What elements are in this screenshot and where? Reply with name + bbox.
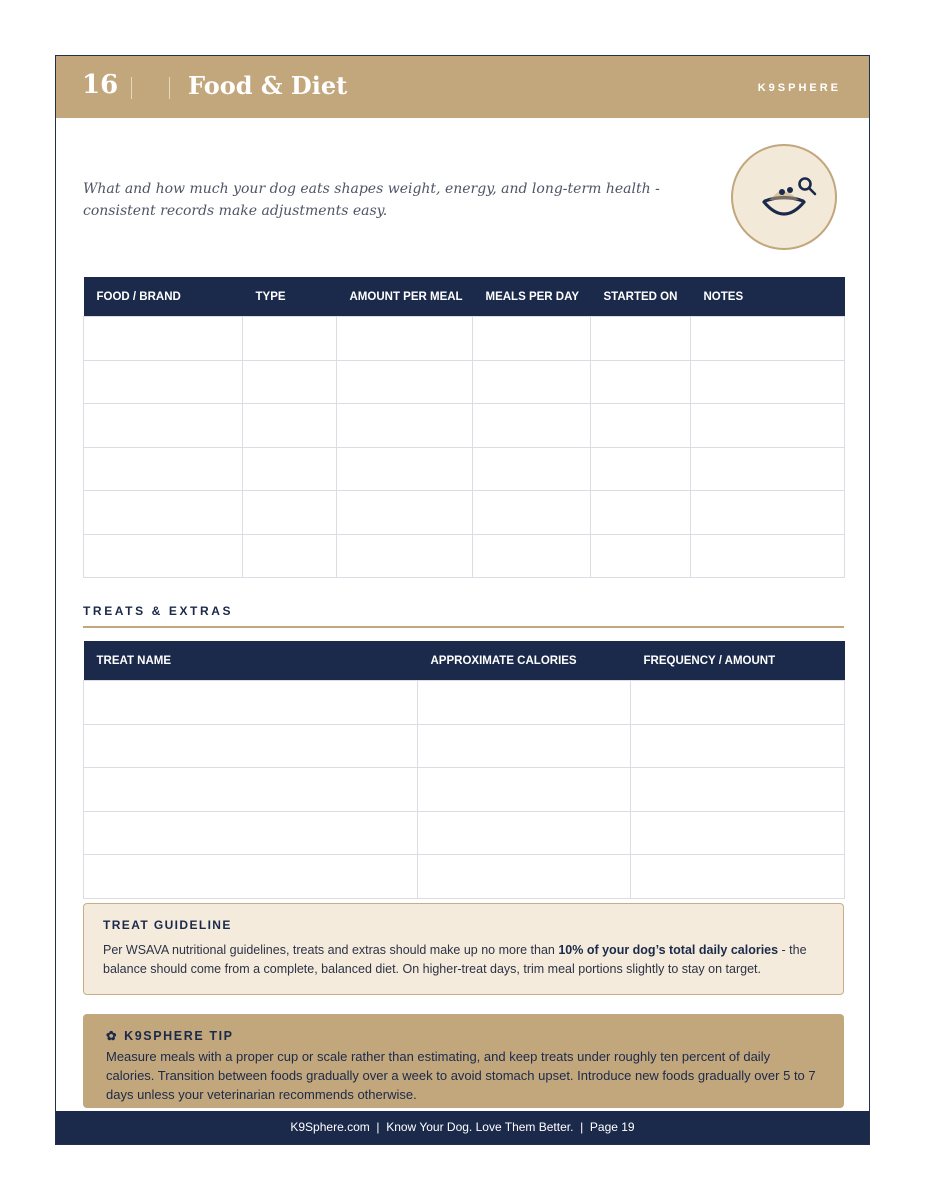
food-log-cell[interactable] <box>473 491 591 535</box>
food-log-cell[interactable] <box>243 317 337 361</box>
column-header-amount-per-meal: AMOUNT PER MEAL <box>337 277 473 317</box>
treat-log-cell[interactable] <box>418 855 631 899</box>
food-log-cell[interactable] <box>84 360 243 404</box>
food-log-cell[interactable] <box>591 317 691 361</box>
guideline-text-end: - the balance should come from a complete, balanced diet. On higher-treat days, trim meal portions slightly to stay on target. <box>103 943 807 976</box>
column-header-food-brand: FOOD / BRAND <box>84 277 243 317</box>
food-log-cell[interactable] <box>591 447 691 491</box>
food-log-cell[interactable] <box>243 447 337 491</box>
treat-log-cell[interactable] <box>631 811 845 855</box>
treat-log-cell[interactable] <box>631 724 845 768</box>
header-divider <box>131 77 132 99</box>
food-log-row <box>84 534 845 578</box>
food-log-cell[interactable] <box>337 404 473 448</box>
food-log-cell[interactable] <box>691 404 845 448</box>
treat-log-cell[interactable] <box>418 724 631 768</box>
food-log-cell[interactable] <box>243 360 337 404</box>
food-log-cell[interactable] <box>473 447 591 491</box>
food-log-row <box>84 360 845 404</box>
treats-table <box>83 641 845 899</box>
guideline-text-highlight: 10% of your dog’s total daily calories <box>558 943 779 957</box>
treat-log-cell[interactable] <box>418 811 631 855</box>
tip-box <box>83 1014 844 1108</box>
tip-title-row <box>106 1028 821 1043</box>
section-divider <box>83 626 844 628</box>
treat-log-cell[interactable] <box>631 855 845 899</box>
column-header-type: TYPE <box>243 277 337 317</box>
column-header-approximate-calories: APPROXIMATE CALORIES <box>418 641 631 681</box>
flower-icon: ✿ <box>106 1029 119 1043</box>
column-header-treat-name: TREAT NAME <box>84 641 418 681</box>
food-log-cell[interactable] <box>243 491 337 535</box>
treat-guideline-box <box>83 903 844 995</box>
food-log-cell[interactable] <box>337 317 473 361</box>
food-log-cell[interactable] <box>691 534 845 578</box>
food-log-cell[interactable] <box>84 491 243 535</box>
table-header-row <box>84 641 845 681</box>
food-log-cell[interactable] <box>337 360 473 404</box>
food-log-cell[interactable] <box>337 447 473 491</box>
food-log-cell[interactable] <box>691 491 845 535</box>
food-log-cell[interactable] <box>591 404 691 448</box>
food-log-cell[interactable] <box>473 404 591 448</box>
food-log-cell[interactable] <box>691 317 845 361</box>
treat-log-cell[interactable] <box>84 768 418 812</box>
food-log-cell[interactable] <box>84 404 243 448</box>
tip-text: Measure meals with a proper cup or scale rather than estimating, and keep treats under roughly ten percent of daily calories. Transition between foods gradually over a week to avoid stomach upset. Introduce new foods gradually over 5 to 7 days unless your veterinarian recommends otherwise. <box>106 1049 816 1102</box>
treat-log-cell[interactable] <box>631 681 845 725</box>
food-table-body <box>84 317 845 578</box>
chapter-number: 16 <box>82 70 119 100</box>
food-log-cell[interactable] <box>691 360 845 404</box>
page-footer: K9Sphere.com | Know Your Dog. Love Them Better. | Page 19 <box>56 1111 869 1144</box>
food-log-cell[interactable] <box>591 360 691 404</box>
treats-table-body <box>84 681 845 899</box>
guideline-text-start: Per WSAVA nutritional guidelines, treats and extras should make up no more than <box>103 943 559 957</box>
food-log-cell[interactable] <box>473 360 591 404</box>
intro-text: What and how much your dog eats shapes weight, energy, and long-term health - consistent records make adjustments easy. <box>83 181 660 219</box>
tip-title: K9SPHERE TIP <box>124 1029 234 1043</box>
food-log-cell[interactable] <box>84 317 243 361</box>
food-log-cell[interactable] <box>337 491 473 535</box>
page-header <box>56 56 869 118</box>
section-label-treats: TREATS & EXTRAS <box>83 604 234 618</box>
treat-log-cell[interactable] <box>418 768 631 812</box>
food-log-row <box>84 491 845 535</box>
chapter-title: Food & Diet <box>188 71 348 100</box>
column-header-frequency-amount: FREQUENCY / AMOUNT <box>631 641 845 681</box>
food-log-table <box>83 277 845 578</box>
treat-log-row <box>84 811 845 855</box>
food-log-row <box>84 404 845 448</box>
food-log-cell[interactable] <box>591 491 691 535</box>
food-log-cell[interactable] <box>691 447 845 491</box>
food-log-cell[interactable] <box>84 534 243 578</box>
food-log-row <box>84 317 845 361</box>
treat-log-cell[interactable] <box>631 768 845 812</box>
column-header-started-on: STARTED ON <box>591 277 691 317</box>
food-log-cell[interactable] <box>591 534 691 578</box>
food-log-cell[interactable] <box>243 534 337 578</box>
guideline-title: TREAT GUIDELINE <box>103 918 232 932</box>
treat-log-cell[interactable] <box>84 681 418 725</box>
food-log-row <box>84 447 845 491</box>
treat-log-row <box>84 768 845 812</box>
column-header-notes: NOTES <box>691 277 845 317</box>
food-log-cell[interactable] <box>337 534 473 578</box>
treat-log-cell[interactable] <box>84 811 418 855</box>
treat-log-row <box>84 681 845 725</box>
treat-log-cell[interactable] <box>418 681 631 725</box>
header-divider <box>169 77 170 99</box>
guideline-text <box>103 941 824 979</box>
food-log-cell[interactable] <box>473 317 591 361</box>
treat-log-row <box>84 855 845 899</box>
food-log-cell[interactable] <box>84 447 243 491</box>
treat-log-cell[interactable] <box>84 855 418 899</box>
food-log-cell[interactable] <box>243 404 337 448</box>
treat-log-cell[interactable] <box>84 724 418 768</box>
table-header-row <box>84 277 845 317</box>
food-bowl-icon <box>731 144 837 250</box>
treat-log-row <box>84 724 845 768</box>
food-log-cell[interactable] <box>473 534 591 578</box>
brand-label: K9SPHERE <box>757 82 841 94</box>
workbook-page <box>55 55 870 1145</box>
column-header-meals-per-day: MEALS PER DAY <box>473 277 591 317</box>
